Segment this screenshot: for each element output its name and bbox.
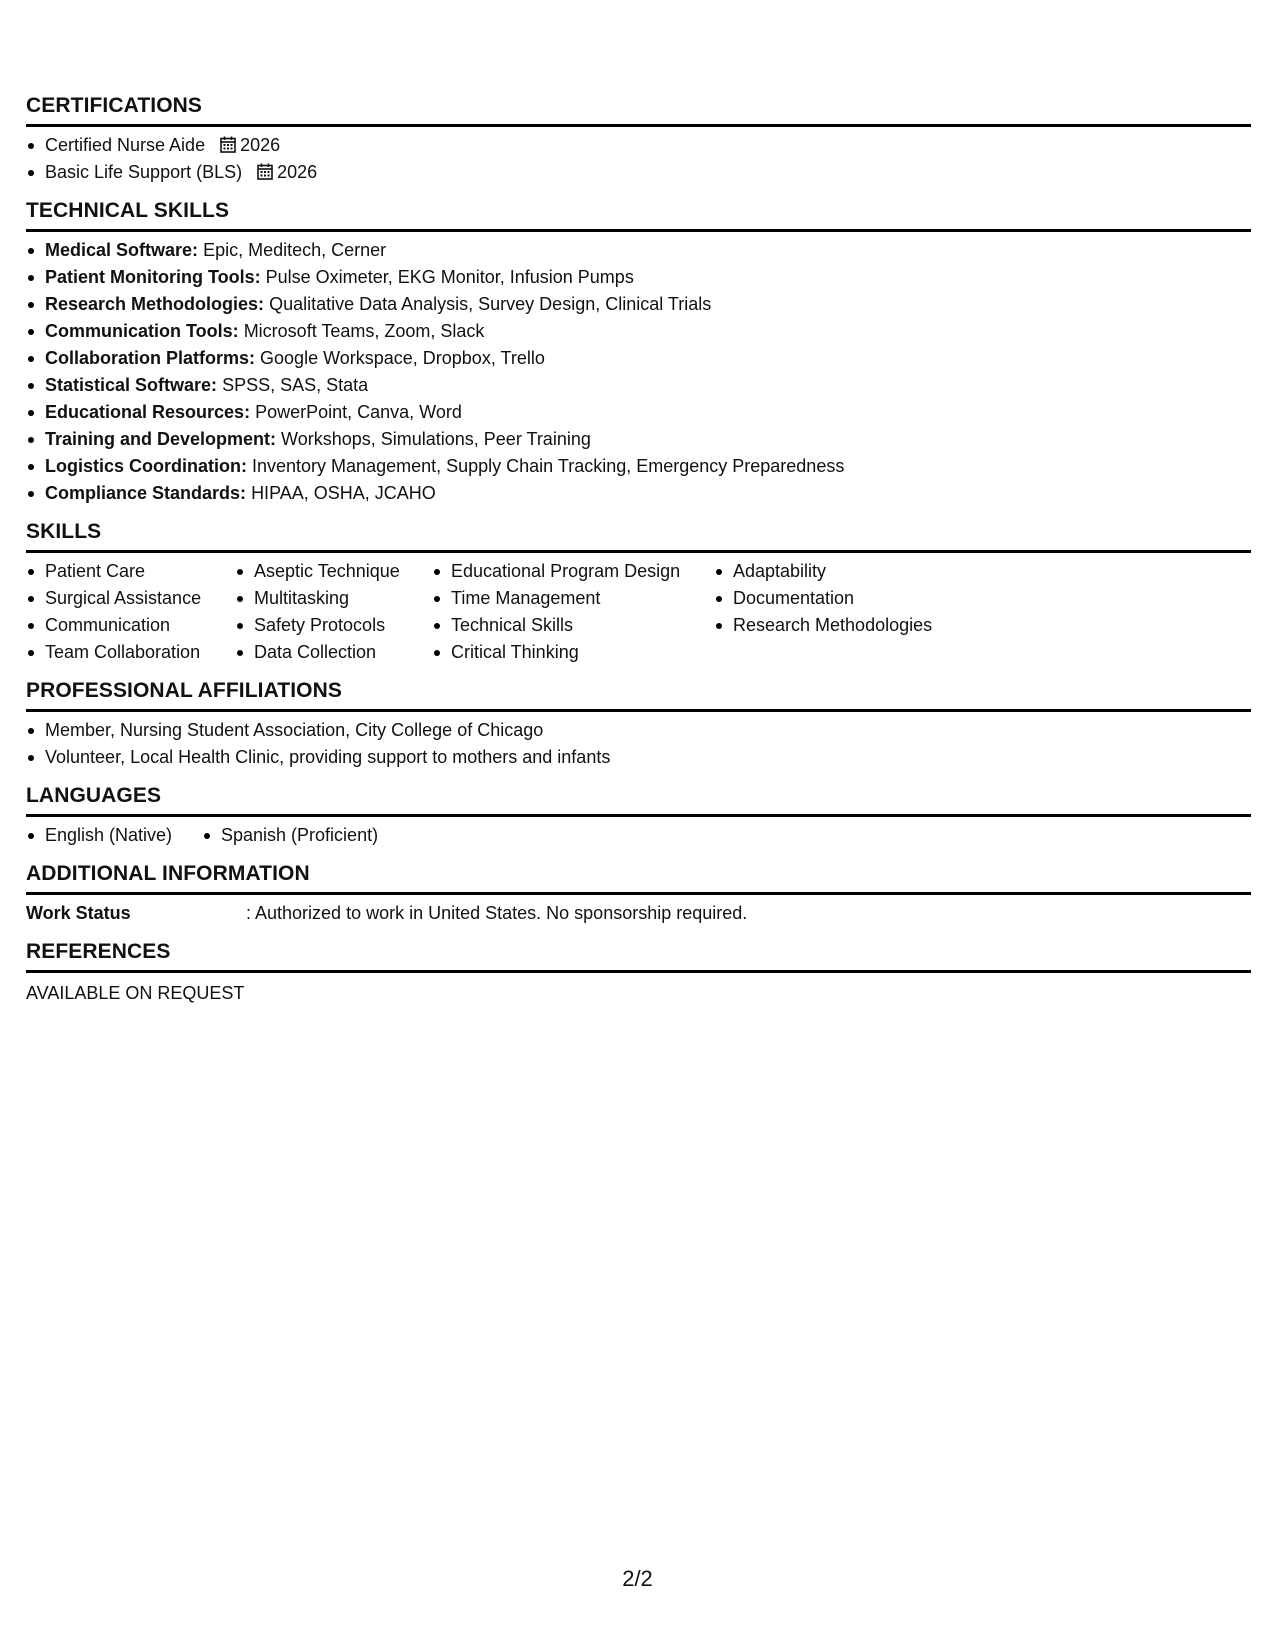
skills-column [714,558,1014,666]
list-item: Adaptability [714,558,1014,585]
list-item [26,237,1251,264]
skills-column [432,558,714,666]
list-item [26,132,1251,159]
skill-category-value: HIPAA, OSHA, JCAHO [251,483,436,503]
list-item: Team Collaboration [26,639,235,666]
skill-category-label: Research Methodologies: [45,294,265,314]
calendar-icon [220,136,236,153]
section-title-additional-info: ADDITIONAL INFORMATION [26,861,1251,895]
certification-name: Certified Nurse Aide [45,135,206,155]
list-item: Communication [26,612,235,639]
skill-category-label: Medical Software: [45,240,199,260]
list-item: Volunteer, Local Health Clinic, providing support to mothers and infants [26,744,1251,771]
work-status-row [26,900,1251,927]
section-title-affiliations: PROFESSIONAL AFFILIATIONS [26,678,1251,712]
languages-section [26,783,1251,849]
skills-column [26,558,235,666]
list-item: Educational Program Design [432,558,714,585]
list-item [26,318,1251,345]
references-section [26,939,1251,1007]
skill-category-value: PowerPoint, Canva, Word [255,402,462,422]
section-title-references: REFERENCES [26,939,1251,973]
work-status-label: Work Status [26,903,131,923]
list-item: Patient Care [26,558,235,585]
skill-category-value: Microsoft Teams, Zoom, Slack [243,321,485,341]
list-item: Member, Nursing Student Association, City College of Chicago [26,717,1251,744]
skill-category-label: Collaboration Platforms: [45,348,256,368]
skill-category-label: Training and Development: [45,429,277,449]
languages-row [26,822,1251,849]
skill-category-value: Google Workspace, Dropbox, Trello [260,348,545,368]
list-item [26,264,1251,291]
certifications-list [26,132,1251,186]
skill-category-value: Workshops, Simulations, Peer Training [281,429,591,449]
list-item [26,399,1251,426]
certification-year: 2026 [240,135,281,155]
technical-skills-list [26,237,1251,507]
certification-year: 2026 [277,162,318,182]
skills-section [26,519,1251,666]
languages-column [202,822,378,849]
skill-category-label: Patient Monitoring Tools: [45,267,261,287]
list-item: Critical Thinking [432,639,714,666]
skill-category-label: Compliance Standards: [45,483,247,503]
skill-category-label: Communication Tools: [45,321,239,341]
certifications-section [26,93,1251,186]
resume-page [26,93,1251,1019]
affiliations-section [26,678,1251,771]
skill-category-value: Qualitative Data Analysis, Survey Design, Clinical Trials [269,294,712,314]
list-item [26,159,1251,186]
languages-column [26,822,202,849]
skills-grid [26,558,1251,666]
list-item: Technical Skills [432,612,714,639]
additional-info-section [26,861,1251,927]
list-item [26,372,1251,399]
calendar-icon [257,163,273,180]
list-item: Multitasking [235,585,432,612]
list-item: Spanish (Proficient) [202,822,378,849]
section-title-skills: SKILLS [26,519,1251,553]
skill-category-value: SPSS, SAS, Stata [222,375,369,395]
list-item: Documentation [714,585,1014,612]
affiliations-list [26,717,1251,771]
list-item: Research Methodologies [714,612,1014,639]
list-item [26,345,1251,372]
page-number: 2/2 [622,1566,653,1591]
list-item [26,291,1251,318]
skill-category-value: Pulse Oximeter, EKG Monitor, Infusion Pumps [265,267,634,287]
certification-name: Basic Life Support (BLS) [45,162,243,182]
list-item: Data Collection [235,639,432,666]
references-text: AVAILABLE ON REQUEST [26,983,245,1003]
skill-category-label: Statistical Software: [45,375,218,395]
list-item [26,453,1251,480]
section-title-technical-skills: TECHNICAL SKILLS [26,198,1251,232]
section-title-languages: LANGUAGES [26,783,1251,817]
skill-category-value: Epic, Meditech, Cerner [203,240,387,260]
list-item: Surgical Assistance [26,585,235,612]
list-item: Safety Protocols [235,612,432,639]
list-item [26,480,1251,507]
skill-category-label: Logistics Coordination: [45,456,247,476]
list-item: Aseptic Technique [235,558,432,585]
section-title-certifications: CERTIFICATIONS [26,93,1251,127]
work-status-value: : Authorized to work in United States. No sponsorship required. [246,903,748,923]
skill-category-label: Educational Resources: [45,402,251,422]
list-item: Time Management [432,585,714,612]
technical-skills-section [26,198,1251,507]
list-item: English (Native) [26,822,202,849]
skill-category-value: Inventory Management, Supply Chain Tracking, Emergency Preparedness [252,456,845,476]
skills-column [235,558,432,666]
list-item [26,426,1251,453]
